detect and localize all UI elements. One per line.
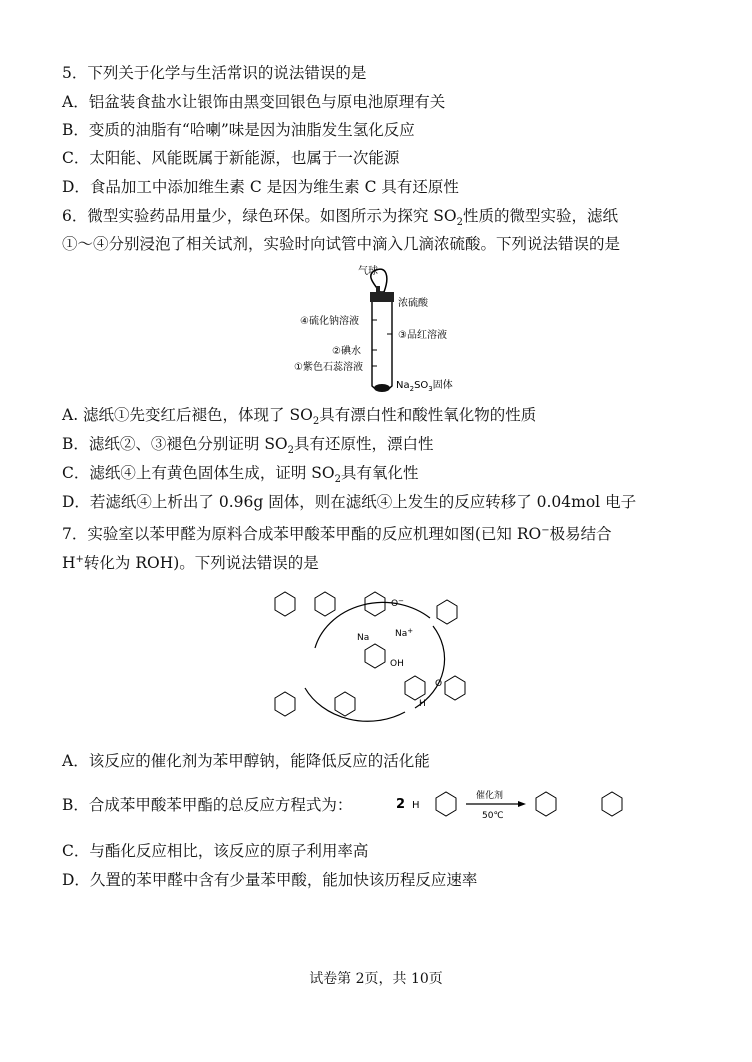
svg-text:50℃: 50℃ xyxy=(482,811,504,821)
q7-overall-equation xyxy=(392,772,642,828)
q5-option-a: A．铝盆装食盐水让银饰由黑变回银色与原电池原理有关 xyxy=(62,93,446,111)
benzene-ring xyxy=(405,676,425,700)
q5-option-b: B．变质的油脂有“哈喇”味是因为油脂发生氢化反应 xyxy=(62,121,415,139)
q5-option-c: C．太阳能、风能既属于新能源，也属于一次能源 xyxy=(62,149,400,167)
solid-na2so3 xyxy=(374,384,390,392)
svg-text:O: O xyxy=(435,679,443,689)
q7-option-d: D．久置的苯甲醛中含有少量苯甲酸，能加快该历程反应速率 xyxy=(62,871,478,889)
label-paper4: ④硫化钠溶液 xyxy=(300,316,359,327)
label-balloon: 气球 xyxy=(358,266,378,277)
q6-stem-line2: ①～④分别浸泡了相关试剂，实验时向试管中滴入几滴浓硫酸。下列说法错误的是 xyxy=(62,235,621,253)
q6-option-c: C．滤纸④上有黄色固体生成，证明 $SO_2$具有氧化性 xyxy=(62,464,419,486)
svg-text:OH: OH xyxy=(390,659,404,669)
benzene-ring xyxy=(275,692,295,716)
svg-text:H: H xyxy=(412,800,420,811)
q6-option-b: B．滤纸②、③褪色分别证明 $SO_2$具有还原性，漂白性 xyxy=(62,435,434,457)
page-footer: 试卷第 2页，共 10页 xyxy=(309,971,443,987)
label-na-plus: Na+ xyxy=(395,627,414,639)
q5-stem: 5．下列关于化学与生活常识的说法错误的是 xyxy=(62,64,367,82)
stopper xyxy=(370,292,394,302)
benzene-ring xyxy=(335,692,355,716)
svg-text:2: 2 xyxy=(396,797,406,812)
q6-stem-line1: 6．微型实验药品用量少，绿色环保。如图所示为探究 $SO_2$性质的微型实验，滤纸 xyxy=(62,207,619,229)
q6-option-d: D．若滤纸④上析出了 0.96g 固体，则在滤纸④上发生的反应转移了 0.04mol 电子 xyxy=(62,493,637,511)
benzene-ring xyxy=(275,592,295,616)
q7-stem-line2: H+转化为 ROH)。下列说法错误的是 xyxy=(62,554,319,573)
q7-option-a: A．该反应的催化剂为苯甲醇钠，能降低反应的活化能 xyxy=(62,752,430,770)
svg-text:催化剂: 催化剂 xyxy=(476,791,504,801)
label-paper1: ①紫色石蕊溶液 xyxy=(294,362,363,373)
svg-text:H: H xyxy=(419,699,426,709)
svg-text:Na: Na xyxy=(357,633,370,643)
q7-stem-line1: 7．实验室以苯甲醛为原料合成苯甲酸苯甲酯的反应机理如图(已知 RO−极易结合 xyxy=(62,525,612,544)
label-solid: $Na_2SO_3$固体 xyxy=(396,380,453,393)
benzene-ring xyxy=(315,592,335,616)
label-o-minus: O− xyxy=(391,597,404,609)
q5-option-d: D．食品加工中添加维生素 C 是因为维生素 C 具有还原性 xyxy=(62,178,459,196)
benzene-ring xyxy=(437,600,457,624)
label-paper2: ②碘水 xyxy=(332,346,361,357)
q7-option-c: C．与酯化反应相比，该反应的原子利用率高 xyxy=(62,842,369,860)
label-paper3: ③品红溶液 xyxy=(398,330,447,341)
benzene-ring xyxy=(445,676,465,700)
q6-option-a: A. 滤纸①先变红后褪色，体现了 $SO_2$具有漂白性和酸性氧化物的性质 xyxy=(62,406,537,428)
q7-mechanism-figure xyxy=(255,578,495,728)
benzene-ring xyxy=(365,644,385,668)
label-conc-acid: 浓硫酸 xyxy=(398,298,428,309)
q7-option-b: B．合成苯甲酸苯甲酯的总反应方程式为： xyxy=(62,796,353,814)
test-tube xyxy=(372,302,392,391)
q6-apparatus-figure xyxy=(280,262,480,400)
